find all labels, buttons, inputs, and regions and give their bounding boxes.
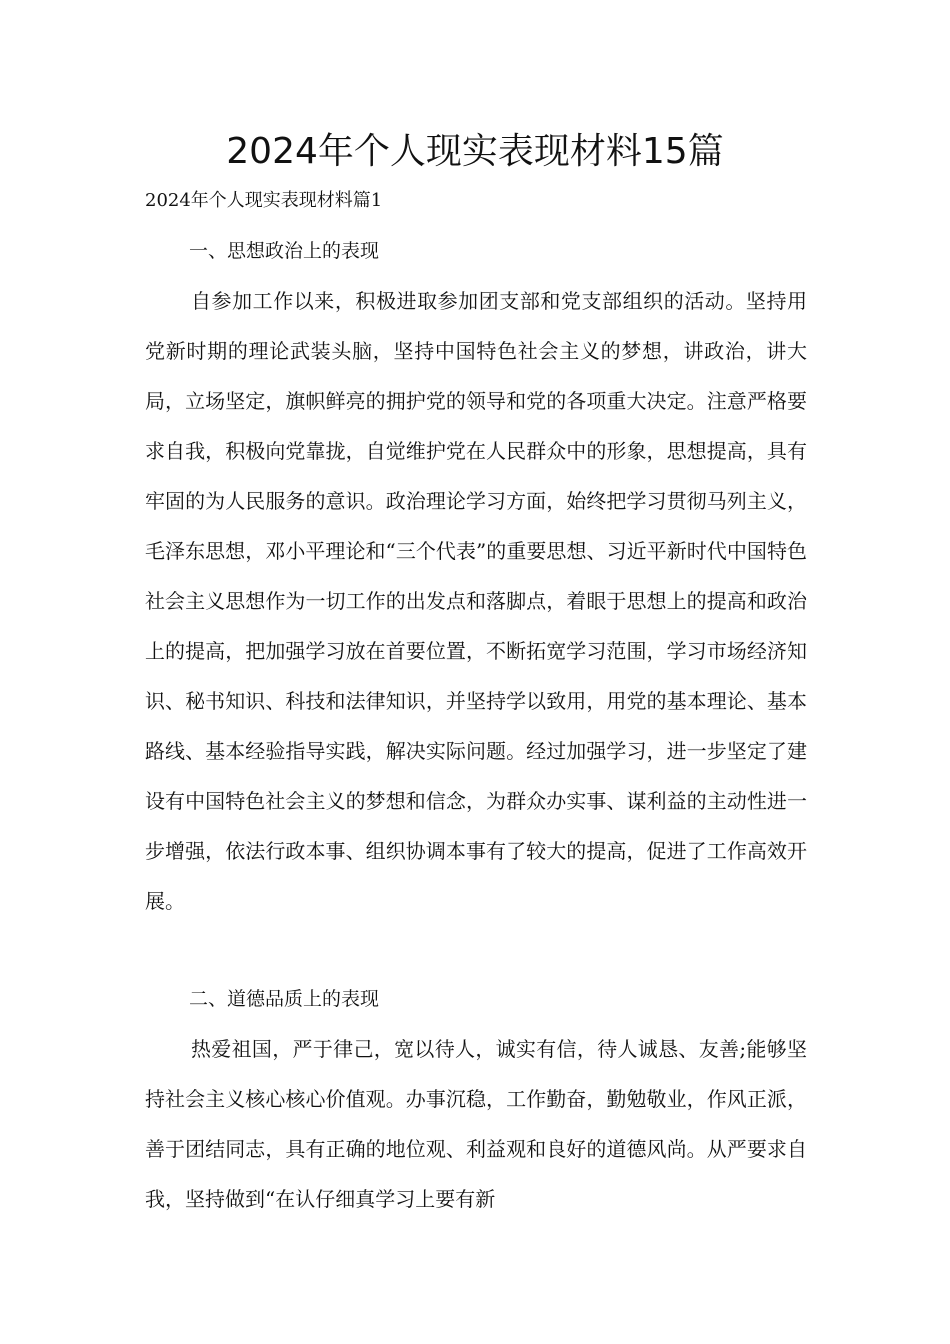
document-title: 2024年个人现实表现材料15篇 (226, 131, 724, 172)
section-paragraph-2: 热爱祖国，严于律己，宽以待人，诚实有信，待人诚恳、友善;能够坚持社会主义核心核心价值观。办事沉稳，工作勤奋，勤勉敬业，作风正派，善于团结同志，具有正确的地位观、利益观和良好的道德风尚。从严要求自我，坚持做到“在认仔细真学习上要有新 (145, 1037, 807, 1211)
section-heading-1: 一、思想政治上的表现 (189, 240, 380, 262)
section-heading-2: 二、道德品质上的表现 (189, 988, 380, 1010)
section-paragraph-1: 自参加工作以来，积极进取参加团支部和党支部组织的活动。坚持用党新时期的理论武装头脑，坚持中国特色社会主义的梦想，讲政治，讲大局，立场坚定，旗帜鲜亮的拥护党的领导和党的各项重大决定。注意严格要求自我，积极向党靠拢，自觉维护党在人民群众中的形象，思想提高，具有牢固的为人民服务的意识。政治理论学习方面，始终把学习贯彻马列主义，毛泽东思想，邓小平理论和“三个代表”的重要思想、习近平新时代中国特色社会主义思想作为一切工作的出发点和落脚点，着眼于思想上的提高和政治上的提高，把加强学习放在首要位置，不断拓宽学习范围，学习市场经济知识、秘书知识、科技和法律知识，并坚持学以致用，用党的基本理论、基本路线、基本经验指导实践，解决实际问题。经过加强学习，进一步坚定了建设有中国特色社会主义的梦想和信念，为群众办实事、谋利益的主动性进一步增强，依法行政本事、组织协调本事有了较大的提高，促进了工作高效开展。 (145, 289, 807, 913)
document-subtitle: 2024年个人现实表现材料篇1 (145, 190, 383, 211)
